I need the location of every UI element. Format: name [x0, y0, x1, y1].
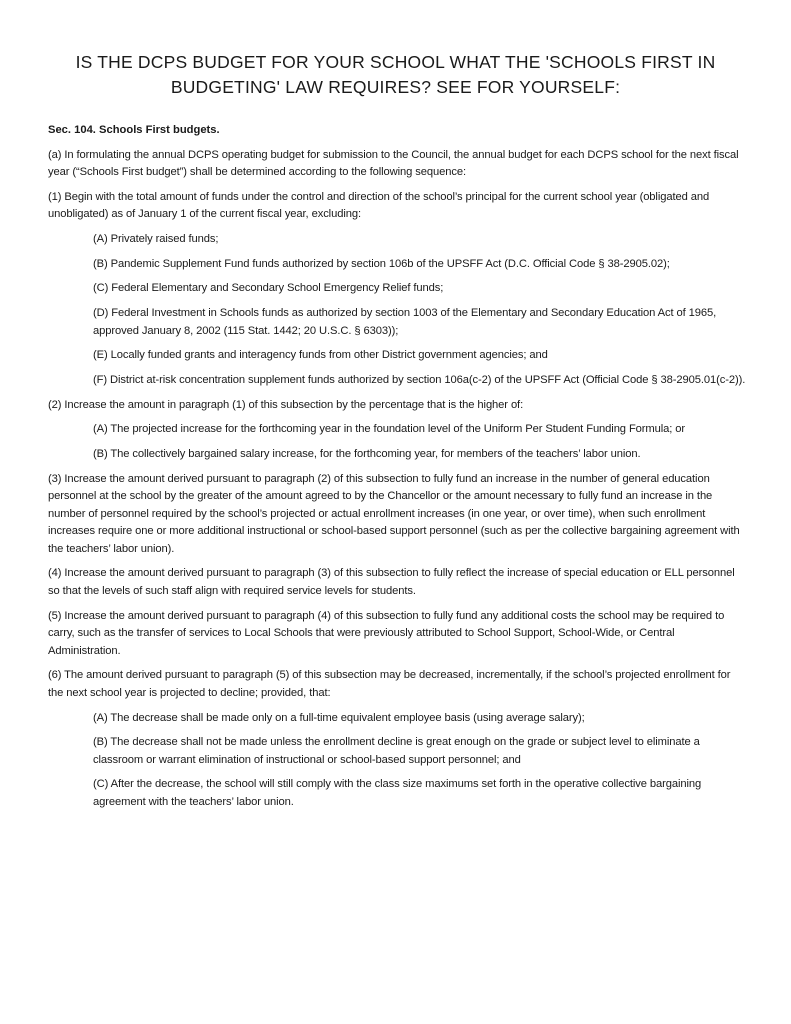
- paragraph-1-d: (D) Federal Investment in Schools funds as authorized by section 1003 of the Elementary and Secondary Education Act of 1965, approved January 8, 2002 (115 Stat. 1442; 20 U.S.C. § 6303));: [93, 307, 717, 337]
- paragraph-1-f: (F) District at-risk concentration supplement funds authorized by section 106a(c-2) of the UPSFF Act (Official Code § 38-2905.01(c-2)).: [93, 374, 746, 386]
- paragraph-a: (a) In formulating the annual DCPS operating budget for submission to the Council, the annual budget for each DCPS school for the next fiscal year (“Schools First budget”) shall be determined according to the following sequence:: [48, 148, 739, 179]
- page-title: IS THE DCPS BUDGET FOR YOUR SCHOOL WHAT THE 'SCHOOLS FIRST IN BUDGETING' LAW REQUIRES? SEE FOR YOURSELF:: [75, 52, 716, 97]
- paragraph-6-b: (B) The decrease shall not be made unless the enrollment decline is great enough on the grade or subject level to eliminate a classroom or warrant elimination of instructional or school-based support personnel; and: [93, 736, 700, 766]
- paragraph-1-a: (A) Privately raised funds;: [93, 233, 219, 246]
- paragraph-1: (1) Begin with the total amount of funds under the control and direction of the school’s principal for the current school year (obligated and unobligated) as of January 1 of the current fiscal year, excluding:: [48, 190, 710, 221]
- document-body: [48, 122, 748, 819]
- paragraph-2-a: (A) The projected increase for the forthcoming year in the foundation level of the Uniform Per Student Funding Formula; or: [93, 423, 686, 436]
- paragraph-4: (4) Increase the amount derived pursuant to paragraph (3) of this subsection to fully reflect the increase of special education or ELL personnel so that the levels of such staff align with required service levels for students.: [48, 567, 735, 597]
- paragraph-6-c: (C) After the decrease, the school will still comply with the class size maximums set forth in the operative collective bargaining agreement with the teachers’ labor union.: [93, 778, 702, 808]
- paragraph-3: (3) Increase the amount derived pursuant to paragraph (2) of this subsection to fully fund an increase in the number of general education personnel at the school by the greater of the amount agreed to by the Chancellor or the amount necessary to fully fund an increase in the number of personnel required by the school’s projected or actual enrollment increases (in one year, or over time), when such enrollment increases require one or more additional instructional or school-based support personnel (such as per the collective bargaining agreement with the teachers’ labor union).: [48, 472, 740, 555]
- paragraph-2: (2) Increase the amount in paragraph (1) of this subsection by the percentage that is the higher of:: [48, 398, 524, 411]
- paragraph-6-a: (A) The decrease shall be made only on a full-time equivalent employee basis (using average salary);: [93, 711, 585, 724]
- paragraph-6: (6) The amount derived pursuant to paragraph (5) of this subsection may be decreased, incrementally, if the school’s projected enrollment for the next school year is projected to decline; provided, that:: [48, 669, 731, 699]
- paragraph-1-e: (E) Locally funded grants and interagency funds from other District government agencies; and: [93, 349, 548, 362]
- paragraph-2-b: (B) The collectively bargained salary increase, for the forthcoming year, for members of the teachers’ labor union.: [93, 448, 641, 461]
- section-heading: Sec. 104. Schools First budgets.: [48, 124, 220, 136]
- paragraph-5: (5) Increase the amount derived pursuant to paragraph (4) of this subsection to fully fund any additional costs the school may be required to carry, such as the transfer of services to Local Schools that were previously attributed to School Support, School-Wide, or Central Administration.: [48, 609, 725, 657]
- paragraph-1-b: (B) Pandemic Supplement Fund funds authorized by section 106b of the UPSFF Act (D.C. Official Code § 38-2905.02);: [93, 257, 670, 270]
- paragraph-1-c: (C) Federal Elementary and Secondary School Emergency Relief funds;: [93, 282, 444, 295]
